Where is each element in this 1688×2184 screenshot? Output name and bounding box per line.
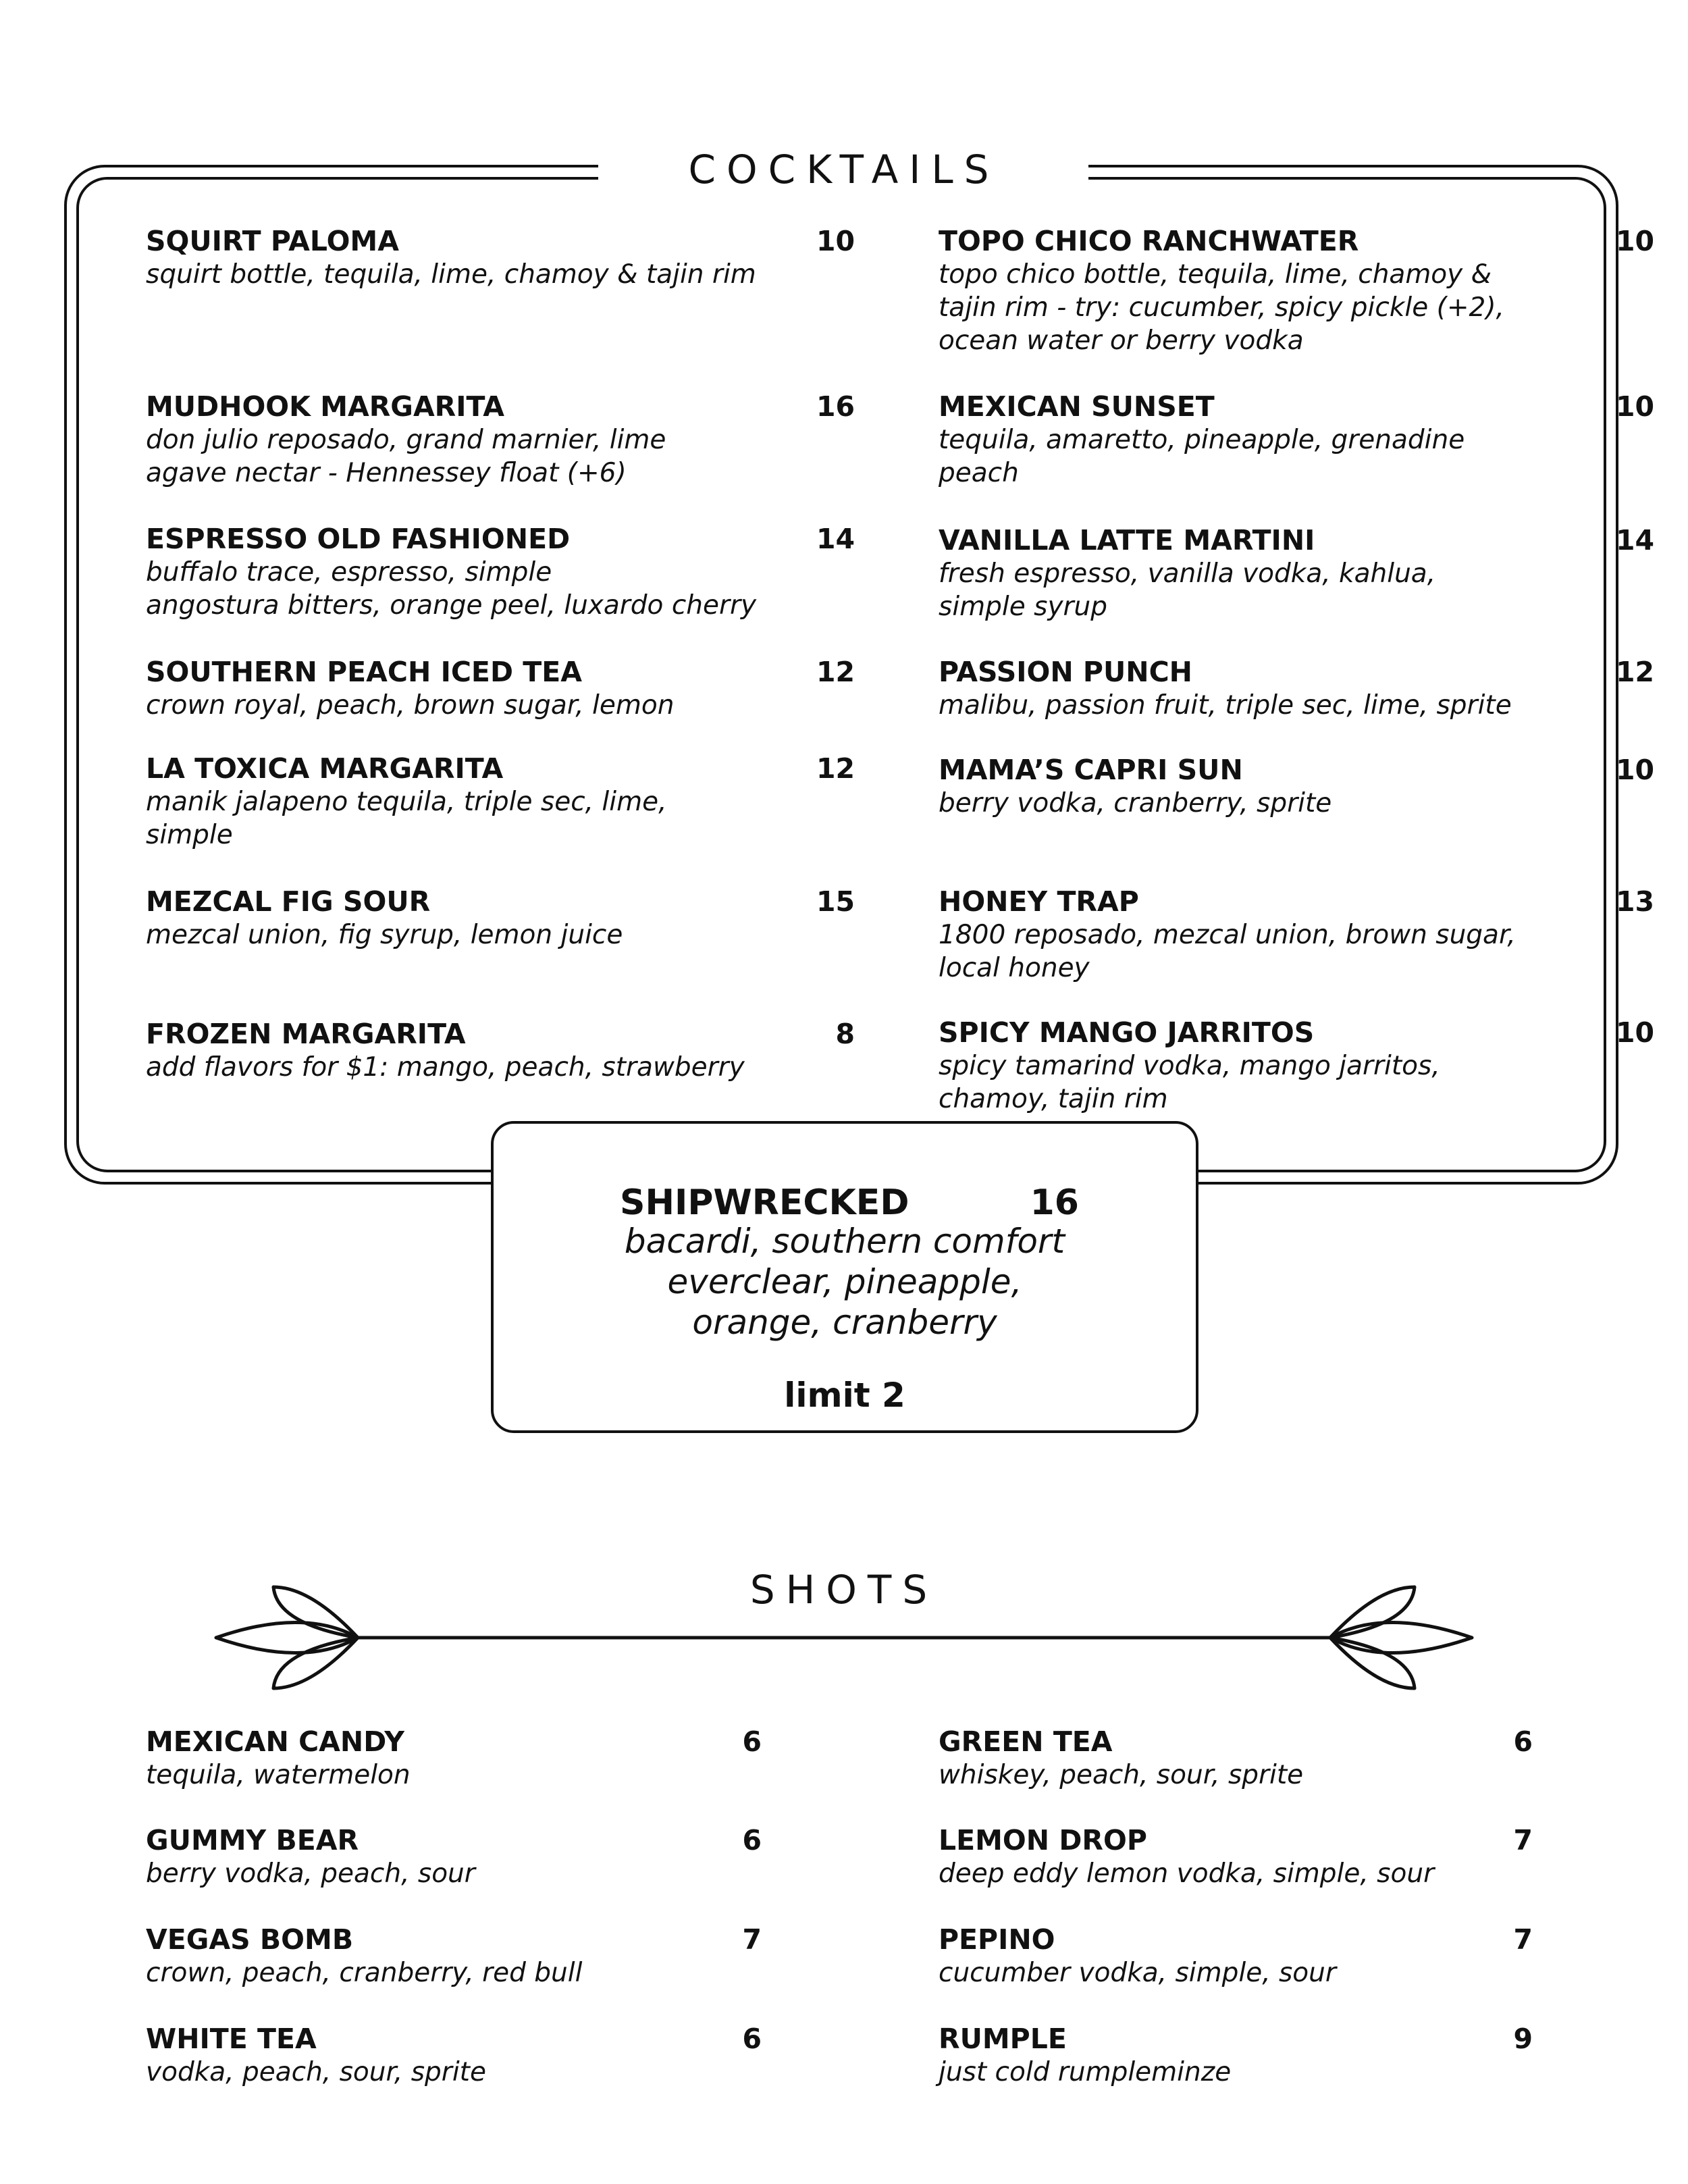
item-desc: crown royal, peach, brown sugar, lemon — [146, 690, 675, 721]
item-price: 14 — [816, 523, 855, 555]
item-name: TOPO CHICO RANCHWATER — [939, 225, 1359, 257]
cocktail-item — [146, 390, 875, 490]
item-price: 12 — [816, 752, 855, 785]
cocktail-item — [939, 885, 1668, 985]
item-desc: just cold rumpleminze — [939, 2057, 1232, 2087]
featured-desc — [491, 1221, 1198, 1343]
featured-desc-line: orange, cranberry — [692, 1303, 997, 1342]
item-name: FROZEN MARGARITA — [146, 1018, 466, 1050]
shot-item — [146, 1923, 875, 1990]
item-desc: berry vodka, cranberry, sprite — [939, 788, 1332, 818]
item-name: GUMMY BEAR — [146, 1824, 359, 1856]
cocktail-item — [939, 224, 1668, 357]
leaf-right-icon — [1330, 1587, 1472, 1688]
cocktails-title: COCKTAILS — [688, 147, 1000, 192]
item-price: 10 — [1615, 754, 1654, 786]
featured-desc-line: bacardi, southern comfort — [624, 1222, 1065, 1261]
item-name: RUMPLE — [939, 2023, 1067, 2055]
cocktail-item — [146, 752, 875, 852]
item-name: HONEY TRAP — [939, 885, 1139, 918]
item-desc: mezcal union, fig syrup, lemon juice — [146, 920, 623, 950]
item-desc: whiskey, peach, sour, sprite — [939, 1760, 1304, 1790]
item-name: WHITE TEA — [146, 2023, 317, 2055]
featured-desc-line: everclear, pineapple, — [667, 1262, 1022, 1301]
item-desc: ocean water or berry vodka — [939, 326, 1304, 356]
item-name: MEXICAN SUNSET — [939, 390, 1215, 423]
item-price: 12 — [1615, 656, 1654, 688]
item-desc: berry vodka, peach, sour — [146, 1858, 475, 1889]
item-desc: vodka, peach, sour, sprite — [146, 2057, 486, 2087]
item-price: 10 — [1615, 390, 1654, 423]
cocktail-item — [146, 1017, 875, 1084]
item-desc: malibu, passion fruit, triple sec, lime, sprite — [939, 690, 1512, 721]
item-name: GREEN TEA — [939, 1725, 1113, 1758]
cocktail-item — [939, 753, 1668, 820]
item-price: 13 — [1615, 885, 1654, 918]
item-price: 8 — [835, 1018, 855, 1050]
item-name: LA TOXICA MARGARITA — [146, 752, 504, 785]
item-desc: don julio reposado, grand marnier, lime — [146, 425, 666, 455]
shot-item — [146, 2022, 875, 2089]
shot-item — [146, 1725, 875, 1792]
shot-item — [939, 2022, 1668, 2089]
item-price: 10 — [1615, 225, 1654, 257]
item-desc: chamoy, tajin rim — [939, 1084, 1168, 1114]
item-price: 7 — [1513, 1923, 1533, 1956]
item-price: 7 — [742, 1923, 762, 1956]
cocktail-item — [939, 1016, 1668, 1116]
shot-item — [939, 1823, 1668, 1890]
item-desc: manik jalapeno tequila, triple sec, lime, — [146, 787, 667, 817]
item-price: 12 — [816, 656, 855, 688]
item-desc: agave nectar - Hennessey float (+6) — [146, 458, 627, 488]
item-price: 6 — [742, 1725, 762, 1758]
item-name: SPICY MANGO JARRITOS — [939, 1016, 1315, 1049]
item-name: SOUTHERN PEACH ICED TEA — [146, 656, 582, 688]
item-name: MAMA’S CAPRI SUN — [939, 754, 1243, 786]
item-price: 16 — [816, 390, 855, 423]
item-desc: topo chico bottle, tequila, lime, chamoy & — [939, 259, 1492, 290]
item-price: 10 — [1615, 1016, 1654, 1049]
shot-item — [939, 1923, 1668, 1990]
featured-limit: limit 2 — [784, 1376, 905, 1415]
item-desc: cucumber vodka, simple, sour — [939, 1958, 1336, 1988]
cocktails-title-rule-left-top — [446, 165, 598, 167]
item-name: VEGAS BOMB — [146, 1923, 354, 1956]
item-name: MUDHOOK MARGARITA — [146, 390, 505, 423]
item-name: VANILLA LATTE MARTINI — [939, 524, 1315, 556]
cocktail-item — [146, 224, 875, 291]
cocktail-item — [146, 655, 875, 722]
featured-title — [620, 1182, 1079, 1224]
item-desc: angostura bitters, orange peel, luxardo cherry — [146, 590, 757, 621]
item-desc: crown, peach, cranberry, red bull — [146, 1958, 583, 1988]
item-desc: tequila, amaretto, pineapple, grenadine — [939, 425, 1465, 455]
shots-title: SHOTS — [749, 1567, 939, 1613]
item-desc: peach — [939, 458, 1019, 488]
item-price: 7 — [1513, 1824, 1533, 1856]
item-price: 10 — [816, 225, 855, 257]
featured-price: 16 — [1030, 1182, 1079, 1223]
leaf-divider — [209, 1584, 1479, 1692]
cocktail-item — [146, 522, 875, 622]
item-price: 6 — [1513, 1725, 1533, 1758]
item-name: PASSION PUNCH — [939, 656, 1192, 688]
item-desc: simple syrup — [939, 592, 1108, 622]
shot-item — [939, 1725, 1668, 1792]
item-desc: local honey — [939, 953, 1090, 983]
cocktail-item — [939, 523, 1668, 623]
shot-item — [146, 1823, 875, 1890]
item-price: 15 — [816, 885, 855, 918]
leaf-left-icon — [216, 1587, 358, 1688]
featured-name: SHIPWRECKED — [620, 1182, 909, 1223]
item-price: 6 — [742, 2023, 762, 2055]
item-desc: squirt bottle, tequila, lime, chamoy & tajin rim — [146, 259, 756, 290]
item-name: ESPRESSO OLD FASHIONED — [146, 523, 571, 555]
item-desc: fresh espresso, vanilla vodka, kahlua, — [939, 558, 1436, 589]
item-price: 6 — [742, 1824, 762, 1856]
item-name: MEXICAN CANDY — [146, 1725, 404, 1758]
item-price: 9 — [1513, 2023, 1533, 2055]
item-name: MEZCAL FIG SOUR — [146, 885, 431, 918]
item-desc: spicy tamarind vodka, mango jarritos, — [939, 1051, 1440, 1081]
cocktail-item — [146, 885, 875, 952]
cocktail-item — [939, 655, 1668, 722]
item-desc: add flavors for $1: mango, peach, strawberry — [146, 1052, 745, 1083]
cocktail-item — [939, 390, 1668, 490]
item-name: LEMON DROP — [939, 1824, 1147, 1856]
item-name: PEPINO — [939, 1923, 1055, 1956]
item-desc: deep eddy lemon vodka, simple, sour — [939, 1858, 1435, 1889]
item-desc: tequila, watermelon — [146, 1760, 411, 1790]
item-desc: tajin rim - try: cucumber, spicy pickle (+2), — [939, 292, 1504, 323]
cocktails-title-rule-right-top — [1088, 165, 1241, 167]
item-desc: buffalo trace, espresso, simple — [146, 557, 552, 588]
cocktails-title-rule-left-bottom — [446, 177, 598, 180]
item-name: SQUIRT PALOMA — [146, 225, 399, 257]
cocktails-title-rule-right-bottom — [1088, 177, 1241, 180]
item-desc: 1800 reposado, mezcal union, brown sugar, — [939, 920, 1516, 950]
item-price: 14 — [1615, 524, 1654, 556]
item-desc: simple — [146, 820, 233, 850]
